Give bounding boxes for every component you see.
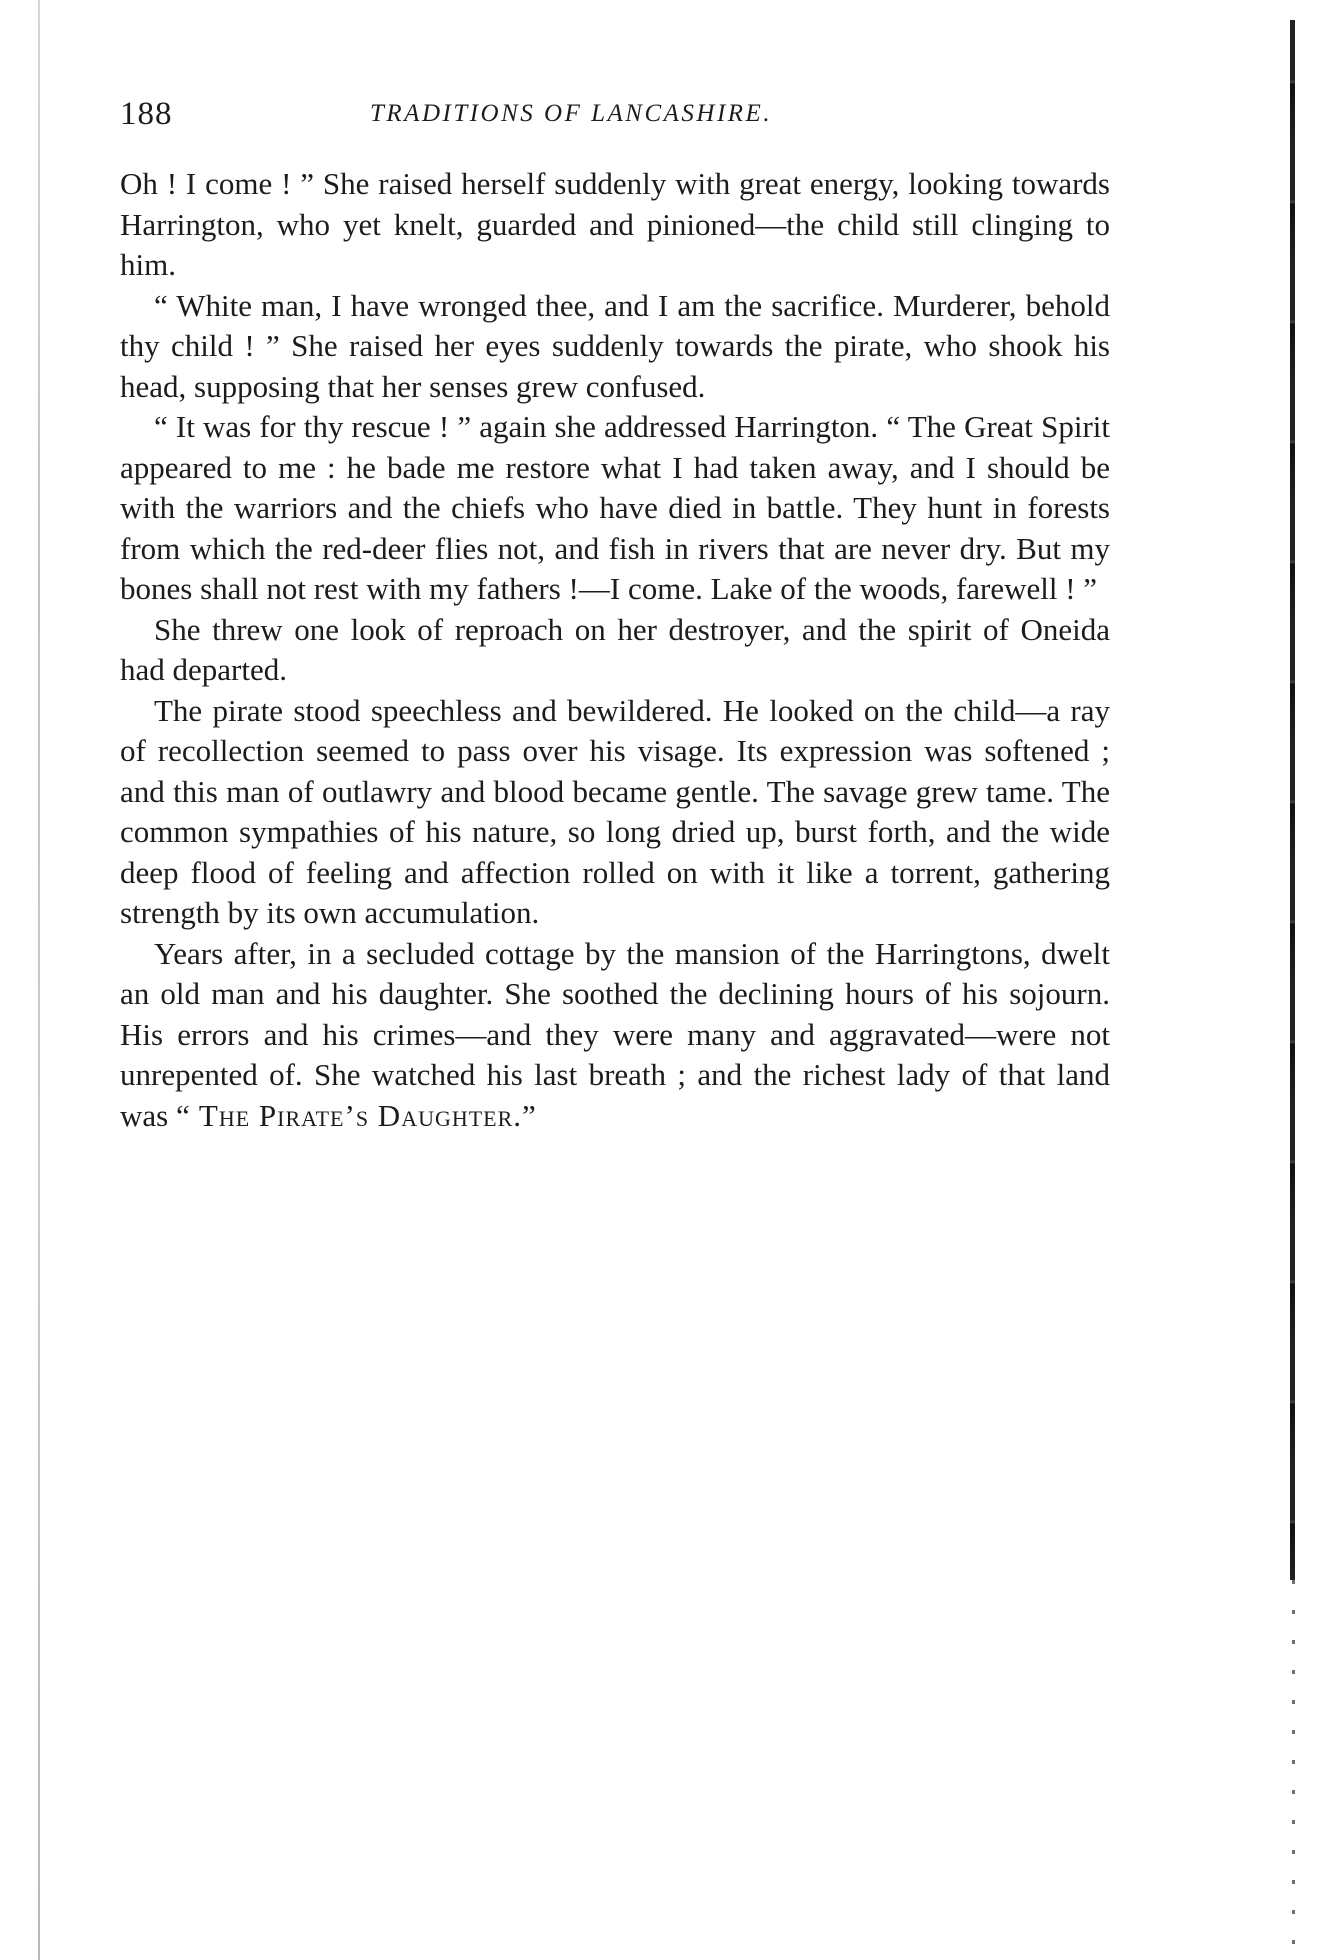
paragraph-6-text: Years after, in a secluded cottage by the mansion of the Harringtons, dwelt an old man and his daughter. She soothed the declining hours of his sojourn. His errors and his crimes—and they were many and aggravated—were not unrepented of. She watched his last breath ; and the richest lady of that land was bbox=[120, 935, 1110, 1133]
paragraph-1 bbox=[120, 164, 1110, 286]
paragraph-2-text: “ White man, I have wronged thee, and I am the sacrifice. Murderer, behold thy child ! ” She raised her eyes suddenly towards the pirate, who shook his head, supposing that her senses grew confused. bbox=[120, 287, 1110, 404]
paragraph-1-text: Oh ! I come ! ” She raised herself suddenly with great energy, looking towards Harrington, who yet knelt, guarded and pinioned—the child still clinging to him. bbox=[120, 166, 1110, 282]
scan-edge-left bbox=[38, 0, 40, 1960]
paragraph-5-text: The pirate stood speechless and bewildered. He looked on the child—a ray of recollection seemed to pass over his visage. Its expression was softened ; and this man of outlawry and blood became gentle. The savage grew tame. The common sympathies of his nature, so long dried up, burst forth, and the wide deep flood of feeling and affection rolled on with it like a torrent, gathering strength by its own accumulation. bbox=[120, 692, 1110, 930]
paragraph-6 bbox=[120, 934, 1110, 1137]
paragraph-2 bbox=[120, 286, 1110, 408]
paragraph-5 bbox=[120, 691, 1110, 934]
paragraph-4-text: She threw one look of reproach on her destroyer, and the spirit of Oneida had departed. bbox=[120, 611, 1110, 687]
body-text bbox=[120, 164, 1110, 1136]
running-title: TRADITIONS OF LANCASHIRE. bbox=[370, 100, 773, 127]
page-header bbox=[120, 96, 1110, 136]
paragraph-3-text: “ It was for thy rescue ! ” again she addressed Harrington. “ The Great Spirit appeared to me : he bade me restore what I had taken away, and I should be with the warriors and the chiefs who have died in battle. They hunt in forests from which the red-deer flies not, and fish in rivers that are never dry. But my bones shall not rest with my fathers !—I come. Lake of the woods, farewell ! ” bbox=[120, 409, 1110, 606]
page-number: 188 bbox=[120, 96, 173, 132]
paragraph-3 bbox=[120, 407, 1110, 610]
closing-title: “ The Pirate’s Daughter.” bbox=[175, 1097, 537, 1133]
scan-edge-right-lower bbox=[1292, 1580, 1295, 1960]
paragraph-4 bbox=[120, 610, 1110, 691]
scan-edge-right bbox=[1290, 20, 1295, 1580]
